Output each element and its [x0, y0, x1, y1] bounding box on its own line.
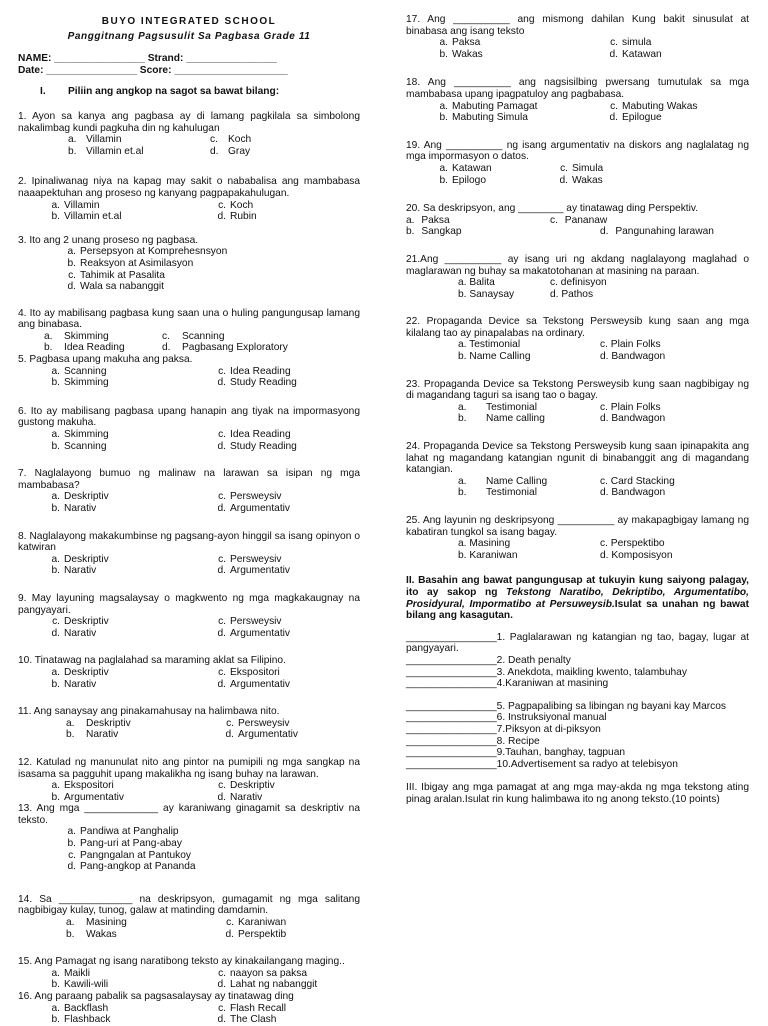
section-2-items — [406, 632, 749, 771]
question-text: 8. Naglalayong makakumbinse ng pagsang-ayon hinggil sa isang opinyon o katwiran — [18, 530, 360, 554]
option-b: b. Testimonial — [458, 487, 537, 499]
answer-options — [18, 491, 360, 514]
answer-options — [406, 339, 749, 362]
option-d: d. Gray — [210, 145, 251, 157]
answer-options — [18, 554, 360, 577]
question-14 — [18, 894, 360, 940]
question-1 — [18, 111, 360, 157]
option-a: a. Testimonial — [458, 401, 537, 413]
right-column — [406, 14, 749, 805]
question-text: 13. Ang mga _____________ ay karaniwang ginagamit sa deskriptiv na teksto. — [18, 803, 360, 826]
option-b: b. Sangkap — [406, 226, 462, 238]
option-d: d. Study Reading — [217, 377, 297, 389]
option-d: d. Rubin — [217, 211, 257, 223]
option-d: d. Pangunahing larawan — [600, 226, 714, 238]
answer-options — [18, 1003, 360, 1026]
left-column — [18, 14, 360, 1026]
option-c: c. Persweysiv — [226, 717, 290, 729]
option-d: d. The Clash — [217, 1014, 277, 1026]
question-9 — [18, 593, 360, 639]
option-d: d. Wala sa nabanggit — [67, 281, 165, 293]
date-score-line: Date: ________________ Score: ____________________ — [18, 64, 288, 76]
option-d: d. Katawan — [609, 48, 662, 60]
option-d: d. Argumentativ — [217, 565, 291, 577]
question-text: 7. Naglalayong bumuo ng malinaw na larawan sa isipan ng mga mambabasa? — [18, 468, 360, 491]
blank-item-2: ________________2. Death penalty — [406, 654, 571, 666]
option-c: c. Plain Folks — [600, 339, 661, 351]
option-c: c. Idea Reading — [218, 365, 291, 377]
option-a: a. Deskriptiv — [51, 491, 109, 503]
option-c: c. Karaniwan — [226, 917, 287, 929]
option-c: c. Persweysiv — [218, 491, 282, 503]
question-10 — [18, 655, 360, 690]
option-b: b. Epilogo — [439, 174, 486, 186]
answer-options — [18, 200, 360, 223]
option-b: b. Narativ — [51, 503, 97, 514]
option-a: a. Pandiwa at Panghalip — [67, 826, 179, 838]
answer-options — [18, 331, 360, 354]
option-a: a. Balita — [458, 277, 495, 289]
question-text: 18. Ang __________ ang nagsisilbing pwersang tumutulak sa mga mambabasa upang ipagpatuloy ang pagbabasa. — [406, 77, 749, 100]
question-16 — [18, 991, 360, 1026]
question-text: 9. May layuning magsalaysay o magkwento ng mga magkakaugnay na pangyayari. — [18, 592, 360, 616]
question-text: 25. Ang layunin ng deskripsyong __________ ay makapagbigay lamang ng kabatiran tungkol sa isang bagay. — [406, 515, 749, 538]
option-c: c. Tahimik at Pasalita — [68, 269, 165, 281]
option-b: b. Idea Reading — [44, 342, 125, 354]
option-c: c. Koch — [218, 199, 254, 211]
answer-options — [18, 246, 360, 292]
option-b: b. Skimming — [51, 377, 109, 389]
option-d: d. Bandwagon — [600, 413, 666, 425]
option-d: d. Argumentativ — [217, 627, 291, 639]
question-23 — [406, 379, 749, 425]
option-c: c. Deskriptiv — [218, 780, 275, 792]
option-b: b. Flashback — [51, 1014, 111, 1026]
question-8 — [18, 531, 360, 577]
option-c: c. Persweysiv — [218, 616, 282, 628]
option-c: c. Ekspositori — [218, 666, 280, 678]
option-a: a. Masining — [458, 538, 511, 550]
option-b: b. Argumentativ — [51, 791, 125, 803]
question-text: 17. Ang __________ ang mismong dahilan Kung bakit sinusulat at binabasa ang isang teksto — [406, 14, 749, 37]
option-c: c. Koch — [210, 134, 252, 146]
question-6 — [18, 406, 360, 452]
option-a: a. Masining — [66, 917, 127, 929]
answer-options — [18, 718, 360, 741]
question-13 — [18, 803, 360, 873]
option-b: b. Narativ — [51, 565, 97, 577]
question-text: 1. Ayon sa kanya ang pagbasa ay di lamang pagkilala sa simbolong nakalimbag kundi pagkuha din ng kahulugan — [18, 110, 360, 134]
option-c: c. Perspektibo — [600, 538, 665, 550]
answer-options — [406, 538, 749, 561]
question-text: 22. Propaganda Device sa Tekstong Persweysib kung saan ang mga kilalang tao ay pinapalabas na ordinary. — [406, 316, 749, 339]
option-d: d. Lahat ng nabanggit — [217, 979, 318, 991]
option-c: c. Scanning — [162, 330, 225, 342]
blank-item-3: ________________3. Anekdota, maikling kwento, talambuhay — [406, 666, 687, 678]
section-2-instructions: II. Basahin ang bawat pangungusap at tukuyin kung saiyong palagay, ito ay sakop ng Tekstong Naratibo, Dekriptibo, Argumentatibo, Prosidyural, Impormatibo at Persuweysib.Isulat sa unahan ng bawat bilang ang kasagutan. — [406, 575, 749, 622]
option-b: b. Scanning — [51, 440, 107, 452]
option-c: c. Pananaw — [550, 214, 608, 226]
option-a: a. Villamin — [51, 199, 100, 211]
option-c: c. Mabuting Wakas — [610, 100, 698, 112]
answer-options — [18, 429, 360, 452]
question-text: 19. Ang __________ ng isang argumentativ na diskors ang naglalatag ng mga impormasyon o datos. — [406, 139, 749, 163]
option-d: d. Wakas — [559, 174, 603, 186]
option-b: b. Mabuting Simula — [439, 112, 528, 124]
question-text: 21.Ang __________ ay isang uri ng akdang naglalayong maglahad o maglarawan ng buhay sa makatotohanan at masining na paraan. — [406, 253, 749, 277]
option-b: b. Reaksyon at Asimilasyon — [67, 257, 194, 269]
question-17 — [406, 14, 749, 60]
option-c: c. Simula — [560, 162, 604, 174]
answer-options — [406, 101, 749, 124]
question-text: 11. Ang sanaysay ang pinakamahusay na halimbawa nito. — [18, 706, 280, 718]
blank-item-9: ________________9.Tauhan, banghay, tagpuan — [406, 747, 626, 759]
question-text: 14. Sa _____________ na deskripsyon, gumagamit ng mga salitang nagbibigay kulay, tunog, galaw at matinding damdamin. — [18, 893, 360, 917]
answer-options — [18, 134, 360, 157]
answer-options — [406, 402, 749, 425]
option-a: a. Skimming — [51, 429, 109, 441]
option-b: b. Sanaysay — [458, 288, 515, 300]
option-a: a. Persepsyon at Komprehesnsyon — [67, 246, 228, 258]
option-a: a. Deskriptiv — [51, 666, 109, 678]
option-d: d. Bandwagon — [600, 487, 666, 499]
question-18 — [406, 77, 749, 123]
option-c: c. Idea Reading — [218, 429, 291, 441]
question-text: 10. Tinatawag na paglalahad sa maraming aklat sa Filipino. — [18, 655, 286, 667]
question-text: 3. Ito ang 2 unang proseso ng pagbasa. — [18, 234, 199, 246]
option-b: b. Wakas — [439, 48, 483, 60]
answer-options — [406, 476, 749, 499]
option-c: c. Deskriptiv — [52, 616, 109, 628]
option-c: c. Pangngalan at Pantukoy — [68, 849, 192, 861]
blank-item-6: ________________6. Instruksiyonal manual — [406, 712, 607, 724]
section-1-heading — [40, 86, 360, 98]
option-b: b. Wakas — [66, 928, 117, 940]
question-5 — [18, 354, 360, 389]
option-a: a. Backflash — [51, 1002, 109, 1014]
option-c: c. naayon sa paksa — [218, 967, 308, 979]
option-d: d. Epilogue — [609, 112, 662, 124]
answer-options — [406, 215, 749, 238]
question-24 — [406, 441, 749, 499]
blank-item-5: ________________5. Pagpapalibing sa libingan ng bayani kay Marcos — [406, 700, 727, 712]
option-c: c. Plain Folks — [600, 401, 661, 413]
option-b: b. Name calling — [458, 413, 545, 425]
option-b: b. Narativ — [51, 678, 97, 690]
option-a: a. Paksa — [439, 37, 481, 49]
question-11 — [18, 706, 360, 741]
school-name: BUYO INTEGRATED SCHOOL — [101, 16, 277, 27]
section-3-instructions: III. Ibigay ang mga pamagat at ang mga may-akda ng mga tekstong ating pinag aralan.Isulat rin kung halimbawa ito ng anong teksto.(10 points) — [406, 782, 749, 805]
question-12 — [18, 757, 360, 803]
answer-options — [18, 826, 360, 872]
question-22 — [406, 316, 749, 362]
option-a: a. Testimonial — [458, 339, 521, 351]
blank-item-10: ________________10.Advertisement sa radyo at telebisyon — [406, 758, 678, 770]
answer-options — [18, 667, 360, 690]
question-text: 5. Pagbasa upang makuha ang paksa. — [18, 354, 193, 366]
option-c: c. simula — [610, 37, 652, 49]
name-strand-line: NAME: ________________ Strand: ________________ — [18, 53, 277, 65]
option-c: c. definisyon — [550, 277, 607, 289]
option-a: a. Paksa — [406, 214, 450, 226]
question-text: 2. Ipinaliwanag niya na kapag may sakit o nababalisa ang mambabasa naaapektuhan ang proseso ng kanyang pagpapakahulugan. — [18, 176, 360, 199]
section-1-numeral: I. — [40, 86, 46, 98]
option-a: a. Name Calling — [458, 475, 548, 487]
question-4 — [18, 308, 360, 354]
question-text: 4. Ito ay mabilisang pagbasa kung saan una o huling pangungusap lamang ang binabasa. — [18, 307, 360, 331]
option-a: a. Katawan — [439, 162, 492, 174]
question-15 — [18, 956, 360, 991]
blank-item-7: ________________7.Piksyon at di-piksyon — [406, 723, 601, 735]
blank-item-4: ________________4.Karaniwan at masining — [406, 678, 609, 690]
option-a: a. Skimming — [44, 330, 109, 342]
option-b: b. Pang-uri at Pang-abay — [67, 838, 182, 850]
option-d: d. Komposisyon — [600, 549, 673, 561]
option-b: b. Kawili-wili — [51, 979, 109, 991]
option-a: a. Villamin — [68, 134, 122, 146]
option-d: d. Bandwagon — [600, 351, 666, 363]
answer-options — [18, 366, 360, 389]
answer-options — [18, 780, 360, 803]
answer-options — [406, 277, 749, 300]
question-text: 12. Katulad ng manunulat nito ang pintor na pumipili ng mga sangkap na isasama sa pagguhit upang makalikha ng isang buhay na larawan. — [18, 756, 360, 780]
question-text: 24. Propaganda Device sa Tekstong Persweysib kung saan ipinapakita ang lahat ng magandang katangian ngunit di binabanggit ang di magandang katangian. — [406, 441, 749, 476]
exam-title: Panggitnang Pagsusulit Sa Pagbasa Grade 11 — [67, 30, 311, 42]
question-text: 20. Sa deskripsyon, ang ________ ay tinatawag ding Perspektiv. — [406, 203, 699, 215]
option-b: b. Villamin et.al — [51, 211, 122, 223]
question-text: 6. Ito ay mabilisang pagbasa upang hanapin ang tiyak na impormasyong gustong makuha. — [18, 405, 360, 429]
option-d: d. Perspektib — [225, 928, 287, 940]
option-d: d. Pagbasang Exploratory — [162, 342, 288, 354]
answer-options — [406, 163, 749, 186]
option-b: b. Narativ — [66, 729, 119, 741]
option-a: a. Deskriptiv — [51, 553, 109, 565]
question-2 — [18, 176, 360, 222]
question-text: 16. Ang paraang pabalik sa pagsasalaysay ay tinatawag ding — [18, 991, 294, 1002]
option-d: d. Study Reading — [217, 440, 297, 452]
question-25 — [406, 515, 749, 561]
option-c: c. Persweysiv — [218, 553, 282, 565]
answer-options — [18, 616, 360, 639]
option-b: b. Karaniwan — [458, 549, 518, 561]
question-7 — [18, 468, 360, 514]
blank-item-1: ________________1. Paglalarawan ng katangian ng tao, bagay, lugar at pangyayari. — [406, 631, 749, 655]
section-1-title: Piliin ang angkop na sagot sa bawat bilang: — [68, 86, 280, 98]
blank-item-8: ________________8. Recipe — [406, 735, 540, 747]
question-19 — [406, 140, 749, 186]
option-d: d. Narativ — [51, 627, 97, 639]
option-d: d. Argumentativ — [217, 503, 291, 514]
option-d: d. Narativ — [217, 791, 263, 803]
option-a: a. Scanning — [51, 365, 107, 377]
option-c: c. Flash Recall — [218, 1002, 287, 1014]
text-types: Tekstong Naratibo, Dekriptibo, Argumentatibo, Prosidyural, Impormatibo at Persuweysib. — [406, 586, 749, 610]
option-a: a. Mabuting Pamagat — [439, 100, 538, 112]
option-d: d. Argumentativ — [217, 678, 291, 690]
option-d: d. Pang-angkop at Pananda — [67, 861, 196, 873]
option-a: a. Ekspositori — [51, 780, 114, 792]
question-20 — [406, 203, 749, 238]
option-a: a. Maikli — [51, 967, 91, 979]
question-3 — [18, 235, 360, 293]
question-21 — [406, 254, 749, 300]
answer-options — [18, 968, 360, 991]
option-d: d. Pathos — [550, 288, 594, 300]
option-c: c. Card Stacking — [600, 475, 675, 487]
question-text: 23. Propaganda Device sa Tekstong Persweysib kung saan nagbibigay ng di magandang taguri sa isang tao o bagay. — [406, 378, 749, 402]
question-text: 15. Ang Pamagat ng isang naratibong teksto ay kinakailangang maging.. — [18, 956, 345, 968]
answer-options — [18, 917, 360, 940]
option-a: a. Deskriptiv — [66, 717, 131, 729]
option-b: b. Villamin et.al — [68, 145, 144, 157]
option-b: b. Name Calling — [458, 351, 531, 363]
option-d: d. Argumentativ — [225, 729, 299, 741]
answer-options — [406, 37, 749, 60]
